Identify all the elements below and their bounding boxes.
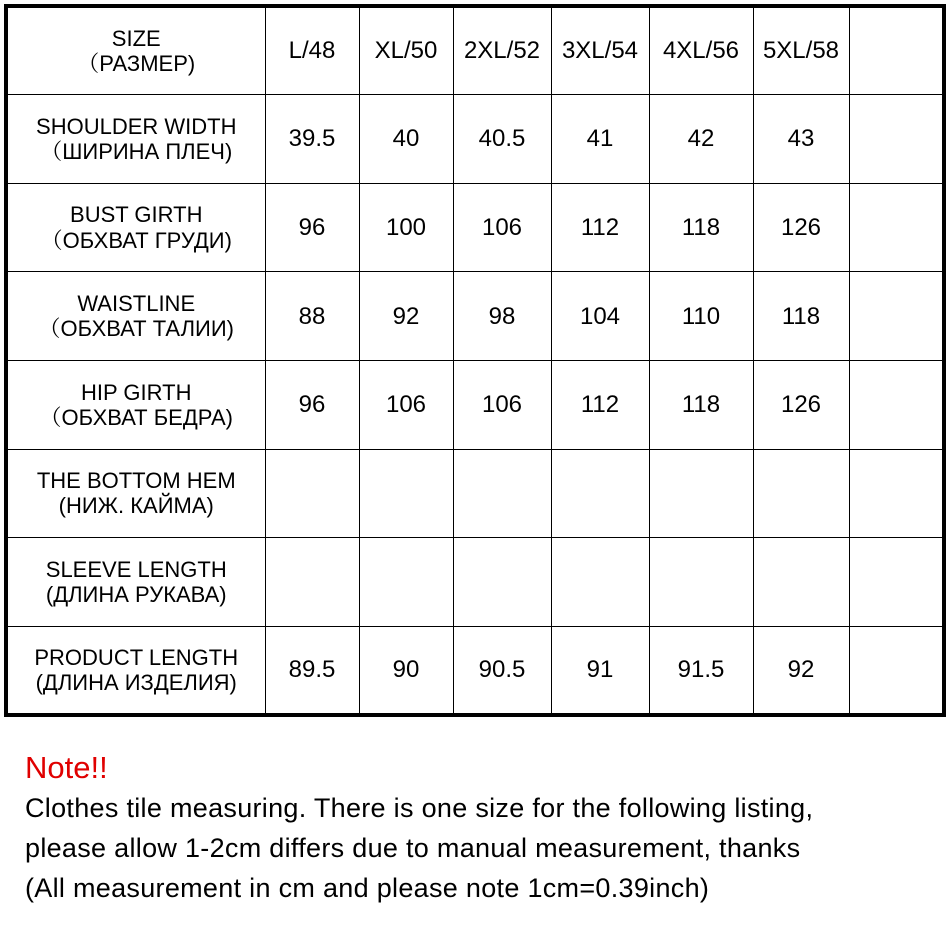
table-cell: 106 (453, 361, 551, 450)
table-cell: 90 (359, 626, 453, 715)
table-cell (849, 538, 944, 627)
table-row (6, 626, 944, 715)
table-cell: 42 (649, 95, 753, 184)
table-cell: 92 (753, 626, 849, 715)
header-size-cell: 3XL/54 (551, 6, 649, 95)
row-label-ru: （ОБХВАТ ГРУДИ) (40, 227, 232, 253)
table-row (6, 538, 944, 627)
table-row (6, 449, 944, 538)
row-label-ru: (НИЖ. КАЙМА) (58, 493, 214, 519)
row-label-ru: （ОБХВАТ ТАЛИИ) (38, 316, 234, 342)
note-line: (All measurement in cm and please note 1cm=0.39inch) (25, 873, 710, 903)
table-row (6, 183, 944, 272)
table-cell (265, 449, 359, 538)
table-cell (849, 626, 944, 715)
row-label-en: SHOULDER WIDTH (36, 113, 237, 139)
header-size-cell (849, 6, 944, 95)
table-cell (849, 272, 944, 361)
row-label-cell (6, 449, 265, 538)
row-label-en: BUST GIRTH (70, 202, 203, 228)
table-cell (649, 449, 753, 538)
row-label-cell (6, 361, 265, 450)
table-cell (649, 538, 753, 627)
table-cell: 112 (551, 361, 649, 450)
table-cell: 118 (649, 183, 753, 272)
note-line: please allow 1-2cm differs due to manual measurement, thanks (25, 833, 801, 863)
table-row (6, 361, 944, 450)
table-cell: 118 (649, 361, 753, 450)
table-cell (849, 361, 944, 450)
note-block (25, 748, 945, 908)
table-cell: 106 (453, 183, 551, 272)
table-cell: 39.5 (265, 95, 359, 184)
table-cell (551, 538, 649, 627)
table-cell: 106 (359, 361, 453, 450)
row-label-en: HIP GIRTH (81, 379, 192, 405)
row-label-ru: （ОБХВАТ БЕДРА) (39, 404, 233, 430)
table-header-row (6, 6, 944, 95)
table-cell: 91.5 (649, 626, 753, 715)
table-cell (753, 449, 849, 538)
table-cell: 126 (753, 361, 849, 450)
row-label-ru: (ДЛИНА ИЗДЕЛИЯ) (35, 669, 237, 695)
row-label-cell (6, 95, 265, 184)
header-size-cell: 2XL/52 (453, 6, 551, 95)
table-row (6, 272, 944, 361)
table-cell: 40.5 (453, 95, 551, 184)
row-label-en: THE BOTTOM HEM (36, 468, 236, 494)
note-line: Clothes tile measuring. There is one size for the following listing, (25, 793, 814, 823)
table-cell: 92 (359, 272, 453, 361)
table-cell: 96 (265, 183, 359, 272)
row-label-en: SLEEVE LENGTH (45, 556, 227, 582)
header-size-cell: 4XL/56 (649, 6, 753, 95)
table-cell: 88 (265, 272, 359, 361)
table-cell: 118 (753, 272, 849, 361)
note-title: Note!! (25, 750, 108, 785)
table-row (6, 95, 944, 184)
header-label-cell (6, 6, 265, 95)
table-cell (849, 183, 944, 272)
table-cell: 40 (359, 95, 453, 184)
table-cell (453, 449, 551, 538)
table-cell: 91 (551, 626, 649, 715)
table-cell: 96 (265, 361, 359, 450)
header-size-cell: L/48 (265, 6, 359, 95)
table-cell: 41 (551, 95, 649, 184)
table-cell: 90.5 (453, 626, 551, 715)
header-size-cell: 5XL/58 (753, 6, 849, 95)
row-label-cell (6, 272, 265, 361)
table-cell (551, 449, 649, 538)
row-label-cell (6, 626, 265, 715)
row-label-cell (6, 183, 265, 272)
table-cell: 110 (649, 272, 753, 361)
row-label-cell (6, 538, 265, 627)
header-label-en: SIZE (111, 25, 161, 51)
size-chart-table (4, 4, 946, 717)
table-cell (753, 538, 849, 627)
table-cell (453, 538, 551, 627)
header-size-cell: XL/50 (359, 6, 453, 95)
table-cell (359, 538, 453, 627)
table-cell: 100 (359, 183, 453, 272)
row-label-en: PRODUCT LENGTH (34, 644, 239, 670)
table-cell (359, 449, 453, 538)
header-label-ru: （РАЗМЕР) (77, 51, 196, 77)
table-cell: 89.5 (265, 626, 359, 715)
table-cell: 126 (753, 183, 849, 272)
row-label-ru: （ШИРИНА ПЛЕЧ) (40, 138, 233, 164)
table-cell: 98 (453, 272, 551, 361)
table-cell: 104 (551, 272, 649, 361)
table-cell (849, 95, 944, 184)
table-cell: 43 (753, 95, 849, 184)
table-cell (849, 449, 944, 538)
row-label-en: WAISTLINE (77, 290, 196, 316)
row-label-ru: (ДЛИНА РУКАВА) (45, 582, 227, 608)
table-cell: 112 (551, 183, 649, 272)
table-cell (265, 538, 359, 627)
